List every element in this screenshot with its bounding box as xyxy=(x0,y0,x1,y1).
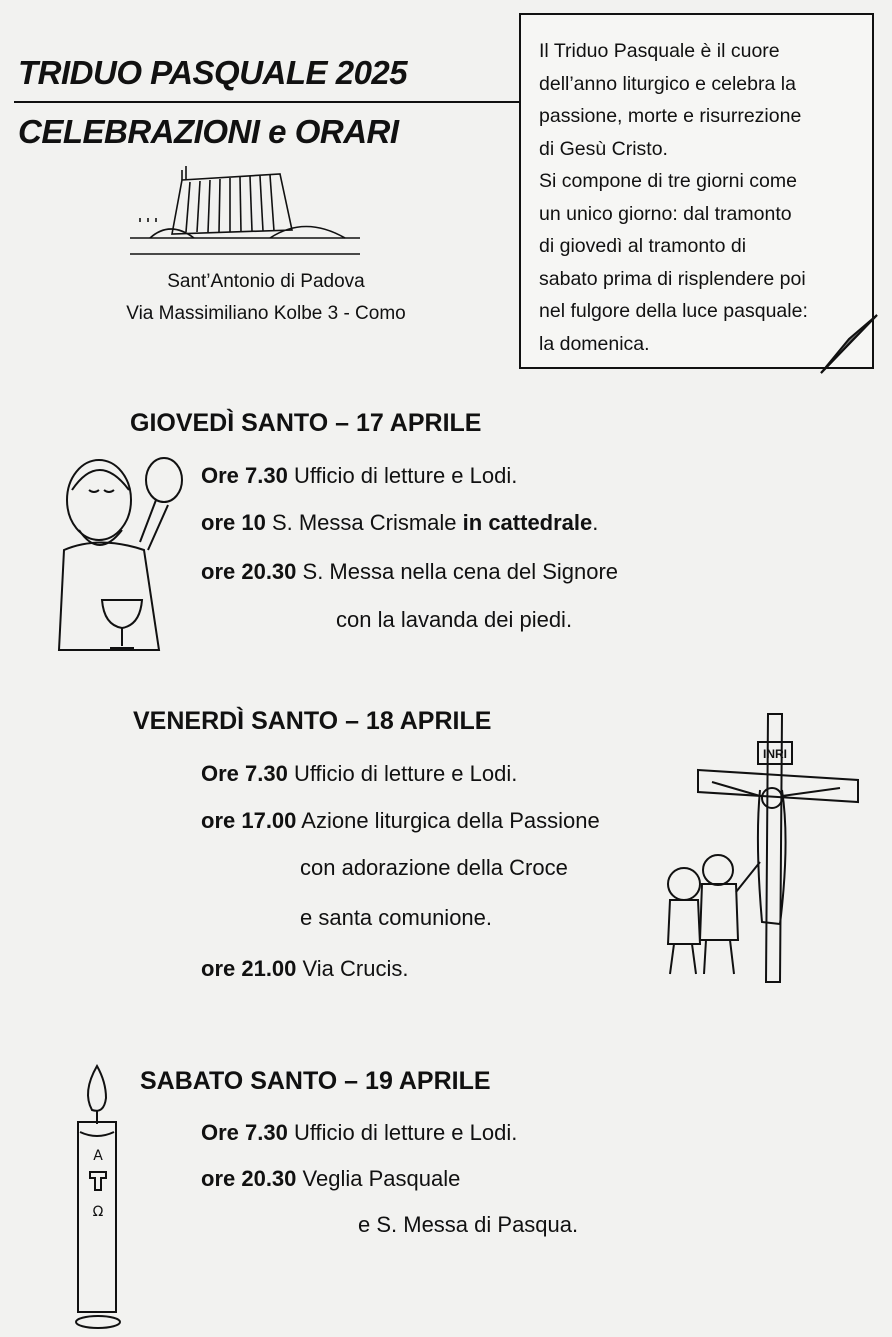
giovedi-text-1: Ufficio di letture e Lodi. xyxy=(287,463,518,488)
venerdi-line-5 xyxy=(201,956,408,982)
page-curl-corner xyxy=(819,313,881,375)
triduo-info-text: Il Triduo Pasquale è il cuore dell’anno liturgico e celebra la passione, morte e risurrezione di Gesù Cristo. Si compone di tre giorni come un unico giorno: dal tramonto di giovedì al tramonto di sabato prima di risplendere poi nel fulgore della luce pasquale: la domenica. xyxy=(539,40,808,355)
venerdi-line-4: e santa comunione. xyxy=(300,905,493,930)
venerdi-time-1: Ore 7.30 xyxy=(201,761,288,786)
sabato-heading: SABATO SANTO – 19 APRILE xyxy=(140,1067,491,1095)
venerdi-text-5: Via Crucis. xyxy=(296,956,409,981)
giovedi-time-3: ore 20.30 xyxy=(201,559,297,584)
venerdi-text-1: Ufficio di letture e Lodi. xyxy=(287,761,518,786)
venerdi-text-2: Azione liturgica della Passione xyxy=(296,808,600,833)
sabato-line-2 xyxy=(201,1166,460,1192)
venerdi-line-2 xyxy=(201,808,600,834)
sabato-line-3: e S. Messa di Pasqua. xyxy=(358,1212,579,1237)
venerdi-time-2: ore 17.00 xyxy=(201,808,297,833)
giovedi-heading: GIOVEDÌ SANTO – 17 APRILE xyxy=(130,409,482,437)
sabato-time-2: ore 20.30 xyxy=(201,1166,297,1191)
paschal-candle-illustration xyxy=(64,1062,134,1332)
sabato-line-1 xyxy=(201,1120,517,1146)
giovedi-time-1: Ore 7.30 xyxy=(201,463,288,488)
candle-alpha: A xyxy=(93,1148,103,1164)
sabato-time-1: Ore 7.30 xyxy=(201,1120,288,1145)
sabato-text-1: Ufficio di letture e Lodi. xyxy=(287,1120,518,1145)
giovedi-line-3 xyxy=(201,559,618,585)
jesus-bread-illustration xyxy=(44,450,194,660)
giovedi-text-2: S. Messa Crismale xyxy=(265,510,463,535)
venerdi-line-1 xyxy=(201,761,517,787)
church-address: Via Massimiliano Kolbe 3 - Como xyxy=(126,303,406,324)
venerdi-line-3: con adorazione della Croce xyxy=(300,855,568,880)
giovedi-line-2 xyxy=(201,510,598,536)
venerdi-heading: VENERDÌ SANTO – 18 APRILE xyxy=(133,707,492,735)
giovedi-location-bold: in cattedrale xyxy=(462,510,593,535)
church-illustration xyxy=(120,160,370,260)
candle-omega: Ω xyxy=(92,1204,104,1220)
giovedi-text-3: S. Messa nella cena del Signore xyxy=(296,559,619,584)
church-name: Sant’Antonio di Padova xyxy=(167,271,365,292)
page-title-line-1: TRIDUO PASQUALE 2025 xyxy=(18,54,408,91)
venerdi-time-5: ore 21.00 xyxy=(201,956,297,981)
page-title-line-2: CELEBRAZIONI e ORARI xyxy=(18,113,399,150)
giovedi-period: . xyxy=(592,510,599,535)
giovedi-line-1 xyxy=(201,463,517,489)
crucifix-illustration xyxy=(640,712,870,992)
inri-sign-text: INRI xyxy=(763,747,787,761)
sabato-text-2: Veglia Pasquale xyxy=(296,1166,461,1191)
title-divider xyxy=(14,101,519,103)
giovedi-line-4: con la lavanda dei piedi. xyxy=(336,607,573,632)
giovedi-time-2: ore 10 xyxy=(201,510,266,535)
